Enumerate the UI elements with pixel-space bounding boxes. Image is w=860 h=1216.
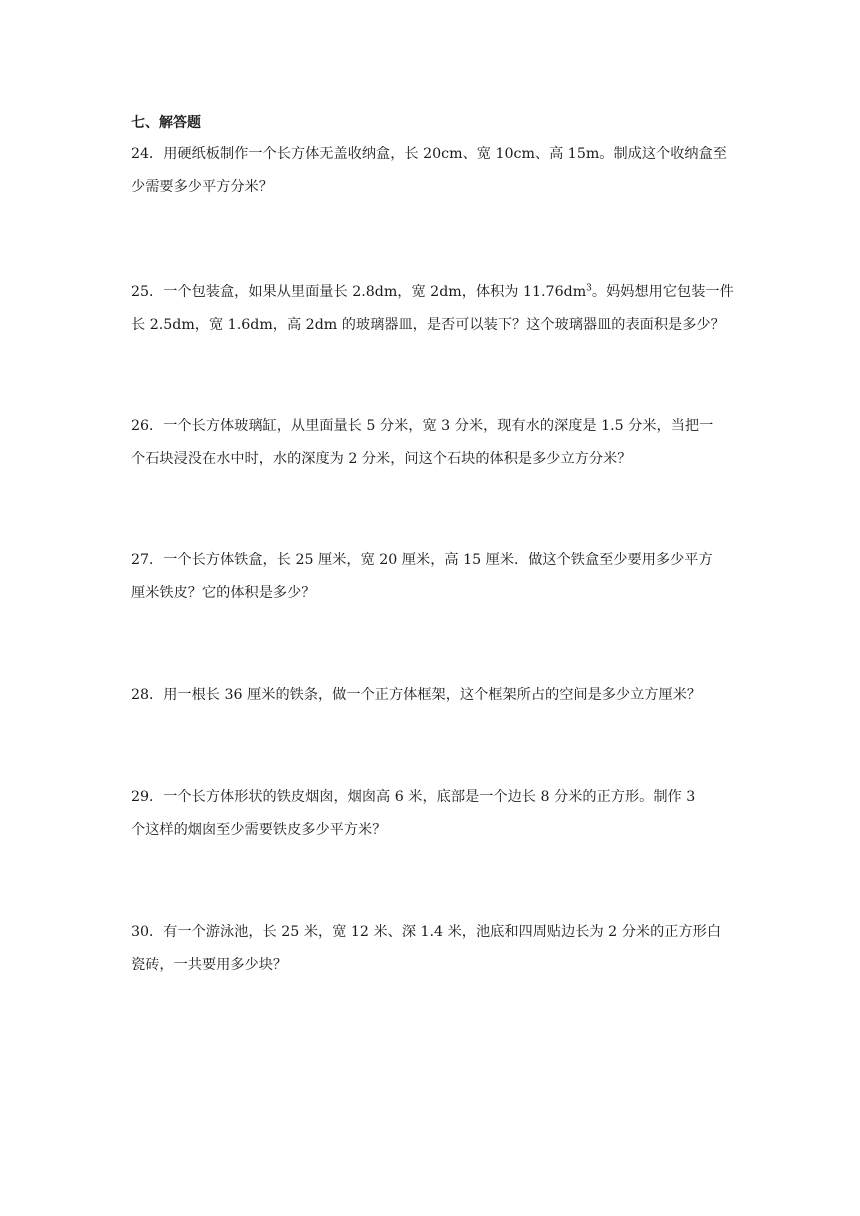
- problem-30: [131, 916, 736, 982]
- problem-26: [131, 410, 736, 476]
- problem-25-line-1-tail: 。妈妈想用它包装一件: [591, 284, 734, 300]
- problem-29-line-1: 29．一个长方体形状的铁皮烟囱，烟囱高 6 米，底部是一个边长 8 分米的正方形。制作 3: [131, 789, 696, 805]
- problem-28-line-1: 28．用一根长 36 厘米的铁条，做一个正方体框架，这个框架所占的空间是多少立方厘米？: [131, 687, 702, 703]
- cubic-superscript: 3: [586, 283, 592, 294]
- section-title: 七、解答题: [131, 115, 201, 131]
- problem-24-line-2: 少需要多少平方分米？: [131, 179, 273, 195]
- problem-24: [131, 138, 736, 204]
- problem-24-line-1: 24．用硬纸板制作一个长方体无盖收纳盒，长 20cm、宽 10cm、高 15m。制成这个收纳盒至: [131, 146, 727, 162]
- problem-27-line-1: 27．一个长方体铁盒，长 25 厘米，宽 20 厘米，高 15 厘米．做这个铁盒至少要用多少平方: [131, 552, 713, 568]
- problem-27-line-2: 厘米铁皮？它的体积是多少？: [131, 585, 316, 601]
- problem-25-line-1: [131, 276, 736, 309]
- problem-30-line-1: 30．有一个游泳池，长 25 米，宽 12 米、深 1.4 米，池底和四周贴边长为 2 分米的正方形白: [131, 924, 722, 940]
- problem-27: [131, 544, 736, 610]
- problem-25-line-2: 长 2.5dm，宽 1.6dm，高 2dm 的玻璃器皿，是否可以装下？这个玻璃器皿的表面积是多少？: [131, 317, 725, 333]
- problem-25: [131, 276, 736, 342]
- problem-30-line-2: 瓷砖，一共要用多少块？: [131, 957, 288, 973]
- problem-29-line-2: 个这样的烟囱至少需要铁皮多少平方米？: [131, 822, 387, 838]
- problem-25-line-1-text: 25．一个包装盒，如果从里面量长 2.8dm，宽 2dm，体积为 11.76dm: [131, 284, 587, 300]
- problem-29: [131, 781, 736, 847]
- problem-26-line-1: 26．一个长方体玻璃缸，从里面量长 5 分米，宽 3 分米，现有水的深度是 1.5 分米，当把一: [131, 418, 714, 434]
- problem-26-line-2: 个石块浸没在水中时，水的深度为 2 分米，问这个石块的体积是多少立方分米？: [131, 451, 632, 467]
- problem-28: [131, 679, 736, 712]
